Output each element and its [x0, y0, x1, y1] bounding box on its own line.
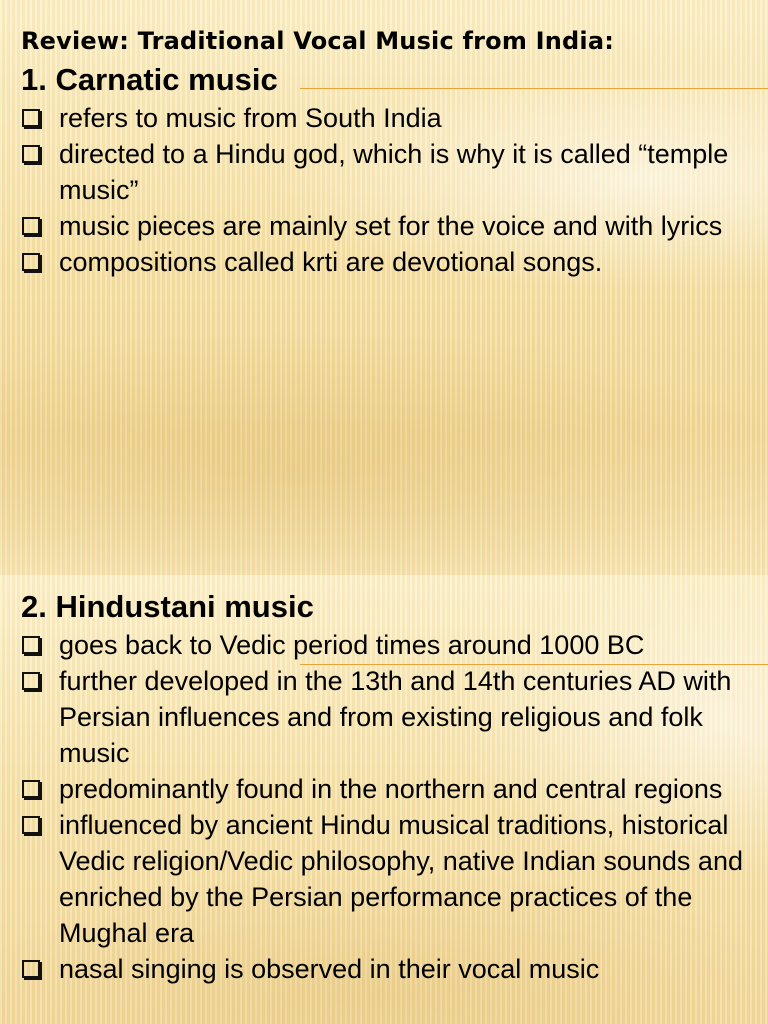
list-item: directed to a Hindu god, which is why it is called “temple music” [22, 136, 758, 208]
review-title: Review: Traditional Vocal Music from India: [21, 27, 615, 55]
list-item: music pieces are mainly set for the voice and with lyrics [22, 208, 758, 244]
slide-hindustani [0, 575, 768, 1024]
list-item: nasal singing is observed in their vocal music [22, 951, 758, 987]
list-item: goes back to Vedic period times around 1000 BC [22, 627, 758, 663]
checkbox-square-icon [22, 145, 40, 163]
checkbox-square-icon [22, 636, 40, 654]
hindustani-bullet-list [22, 627, 758, 987]
checkbox-square-icon [22, 109, 40, 127]
list-item: compositions called krti are devotional songs. [22, 244, 758, 280]
checkbox-square-icon [22, 253, 40, 271]
checkbox-square-icon [22, 816, 40, 834]
checkbox-square-icon [22, 960, 40, 978]
checkbox-square-icon [22, 672, 40, 690]
checkbox-square-icon [22, 217, 40, 235]
section-heading-carnatic: 1. Carnatic music [21, 62, 278, 97]
checkbox-square-icon [22, 780, 40, 798]
list-item: influenced by ancient Hindu musical traditions, historical Vedic religion/Vedic philosophy, native Indian sounds and enriched by the Persian performance practices of the Mughal era [22, 807, 758, 951]
carnatic-bullet-list [22, 100, 758, 280]
list-item: further developed in the 13th and 14th centuries AD with Persian influences and from existing religious and folk music [22, 663, 758, 771]
heading-rule [300, 88, 768, 89]
section-heading-hindustani: 2. Hindustani music [21, 589, 314, 624]
list-item: refers to music from South India [22, 100, 758, 136]
list-item: predominantly found in the northern and central regions [22, 771, 758, 807]
